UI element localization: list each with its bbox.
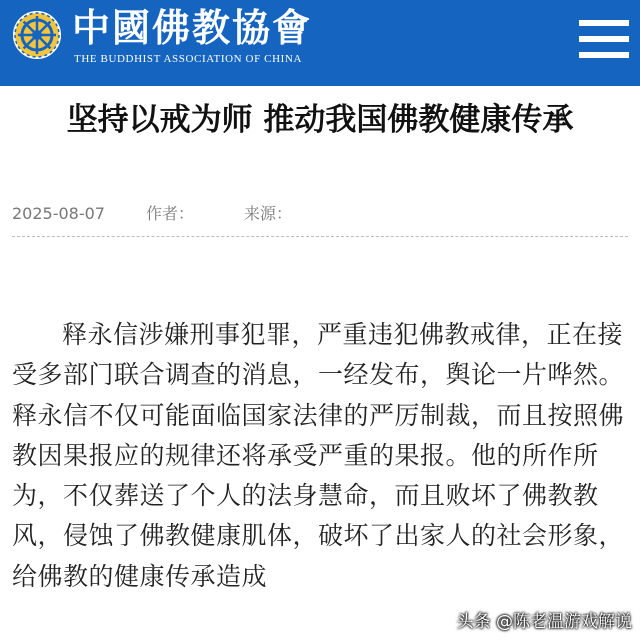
menu-bar bbox=[579, 52, 629, 58]
menu-bar bbox=[579, 20, 629, 26]
menu-bar bbox=[579, 36, 629, 42]
meta-divider bbox=[12, 236, 628, 237]
source-label: 来源： bbox=[244, 204, 293, 223]
watermark: 头条 @陈老温游戏解说 bbox=[456, 612, 632, 632]
article-title: 坚持以戒为师 推动我国佛教健康传承 bbox=[66, 102, 574, 138]
site-logo-english: THE BUDDHIST ASSOCIATION OF CHINA bbox=[74, 53, 302, 65]
hamburger-menu-icon[interactable] bbox=[579, 20, 629, 60]
site-logo-chinese[interactable]: 中國佛教協會 bbox=[72, 5, 313, 50]
article-meta bbox=[12, 201, 628, 227]
author-label: 作者： bbox=[146, 204, 195, 223]
dharma-wheel-icon[interactable] bbox=[12, 10, 62, 60]
publish-date: 2025-08-07 bbox=[12, 204, 105, 223]
site-header bbox=[0, 0, 640, 86]
article-body: 释永信涉嫌刑事犯罪，严重违犯佛教戒律，正在接受多部门联合调查的消息，一经发布，舆论一片哗然。释永信不仅可能面临国家法律的严厉制裁，而且按照佛教因果报应的规律还将承受严重的果报。他的所作所为，不仅葬送了个人的法身慧命，而且败坏了佛教教风，侵蚀了佛教健康肌体，破坏了出家人的社会形象，给佛教的健康传承造成 bbox=[12, 320, 625, 591]
